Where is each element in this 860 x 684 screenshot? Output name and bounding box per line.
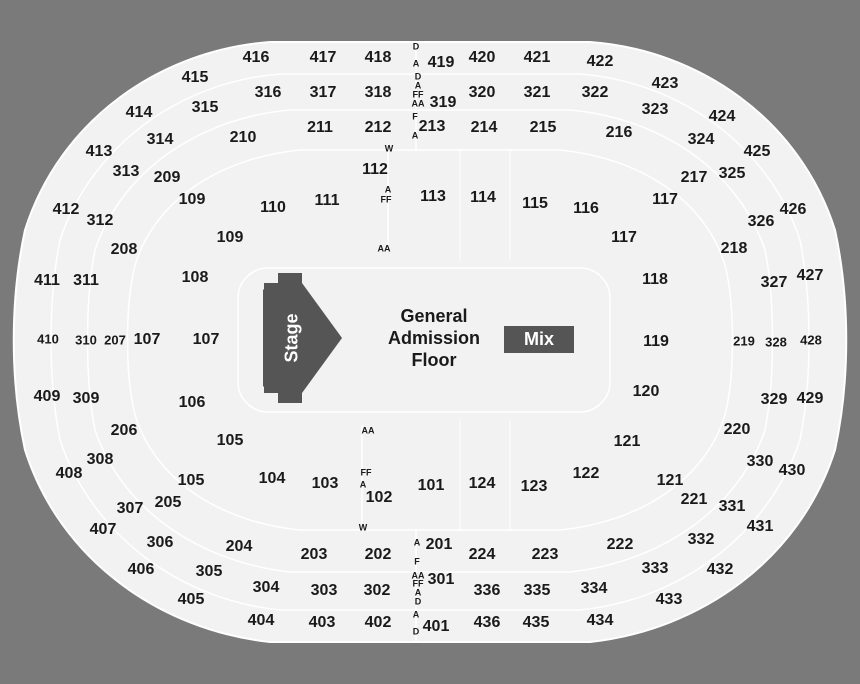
section-label[interactable]: 115: [522, 195, 548, 212]
row-label: A: [412, 609, 420, 620]
section-label[interactable]: 424: [708, 108, 736, 125]
section-label[interactable]: 116: [573, 200, 599, 217]
floor-label-line: General: [400, 306, 468, 326]
section-label[interactable]: 407: [89, 521, 117, 538]
row-label: A: [413, 537, 421, 548]
section-label[interactable]: 436: [473, 614, 501, 631]
section-label[interactable]: 313: [112, 163, 140, 180]
section-label[interactable]: 217: [680, 169, 708, 186]
section-label[interactable]: 304: [252, 579, 280, 596]
section-label[interactable]: 432: [706, 561, 734, 578]
section-label[interactable]: 113: [420, 188, 446, 205]
section-label[interactable]: 205: [154, 494, 182, 511]
section-label[interactable]: 421: [523, 49, 551, 66]
section-label[interactable]: 431: [746, 518, 774, 535]
section-label[interactable]: 330: [746, 453, 774, 470]
section-label[interactable]: 434: [586, 612, 614, 629]
row-label: A: [411, 130, 419, 141]
section-label[interactable]: 320: [468, 84, 496, 101]
section-label[interactable]: 220: [723, 421, 751, 438]
section-label[interactable]: 412: [52, 201, 80, 218]
section-label[interactable]: 327: [760, 274, 788, 291]
section-label[interactable]: 307: [116, 500, 144, 517]
section-label[interactable]: 219: [733, 333, 755, 349]
section-label[interactable]: 334: [580, 580, 608, 597]
section-label[interactable]: 123: [520, 478, 548, 495]
section-label[interactable]: 317: [309, 84, 337, 101]
row-label: A: [384, 184, 392, 195]
section-label[interactable]: 309: [72, 390, 100, 407]
row-label: F: [414, 556, 420, 567]
section-label[interactable]: 336: [473, 582, 501, 599]
section-label[interactable]: 117: [611, 229, 637, 246]
section-label[interactable]: 435: [522, 614, 550, 631]
section-label[interactable]: 301: [427, 571, 455, 588]
row-label: A: [414, 80, 422, 91]
section-label[interactable]: 325: [718, 165, 746, 182]
row-label: FF: [380, 194, 392, 205]
section-label[interactable]: 204: [225, 538, 253, 555]
section-label[interactable]: 121: [613, 433, 641, 450]
section-label[interactable]: 310: [75, 332, 97, 348]
section-label[interactable]: 335: [523, 582, 551, 599]
section-label[interactable]: 409: [33, 388, 61, 405]
section-label[interactable]: 223: [531, 546, 559, 563]
section-label[interactable]: 401: [422, 618, 450, 635]
section-label[interactable]: 103: [311, 475, 339, 492]
stage-label: Stage: [281, 313, 302, 363]
section-label[interactable]: 425: [743, 143, 771, 160]
row-label: D: [412, 41, 420, 52]
section-label[interactable]: 212: [364, 119, 392, 136]
section-label[interactable]: 418: [364, 49, 392, 66]
floor-label-line: Floor: [411, 350, 457, 370]
section-label[interactable]: 224: [468, 546, 496, 563]
row-label: W: [358, 522, 368, 533]
row-label: FF: [412, 578, 424, 589]
floor-label-line: Admission: [387, 328, 481, 348]
section-label[interactable]: 105: [216, 432, 244, 449]
section-label[interactable]: 404: [247, 612, 275, 629]
section-label[interactable]: 319: [429, 94, 457, 111]
section-label[interactable]: 423: [651, 75, 679, 92]
section-label[interactable]: 417: [309, 49, 337, 66]
section-label[interactable]: 415: [181, 69, 209, 86]
section-label[interactable]: 107: [133, 331, 161, 348]
section-label[interactable]: 210: [229, 129, 257, 146]
section-label[interactable]: 114: [470, 189, 496, 206]
section-label[interactable]: 429: [796, 390, 824, 407]
section-label[interactable]: 122: [572, 465, 600, 482]
section-label[interactable]: 214: [470, 119, 498, 136]
section-label[interactable]: 430: [778, 462, 806, 479]
section-label[interactable]: 303: [310, 582, 338, 599]
floor-label: [388, 305, 480, 371]
section-label[interactable]: 323: [641, 101, 669, 118]
row-label: FF: [412, 89, 424, 100]
row-label: A: [414, 587, 422, 598]
section-label[interactable]: 107: [192, 331, 220, 348]
section-label[interactable]: 117: [652, 191, 678, 208]
section-label[interactable]: 428: [800, 332, 822, 348]
section-label[interactable]: 316: [254, 84, 282, 101]
section-label[interactable]: 414: [125, 104, 153, 121]
row-label: AA: [411, 570, 425, 581]
section-label[interactable]: 222: [606, 536, 634, 553]
section-label[interactable]: 208: [110, 241, 138, 258]
section-label[interactable]: 314: [146, 131, 174, 148]
section-label[interactable]: 321: [523, 84, 551, 101]
section-label[interactable]: 106: [178, 394, 206, 411]
section-label[interactable]: 433: [655, 591, 683, 608]
section-label[interactable]: 213: [418, 118, 446, 135]
section-label[interactable]: 326: [747, 213, 775, 230]
section-label[interactable]: 211: [307, 119, 333, 136]
section-label[interactable]: 416: [242, 49, 270, 66]
row-label: AA: [377, 243, 391, 254]
section-label[interactable]: 119: [643, 333, 669, 350]
section-label[interactable]: 121: [656, 472, 684, 489]
row-label: D: [412, 626, 420, 637]
section-label[interactable]: 318: [364, 84, 392, 101]
section-label[interactable]: 221: [680, 491, 708, 508]
section-label[interactable]: 120: [632, 383, 660, 400]
section-label[interactable]: 329: [760, 391, 788, 408]
section-label[interactable]: 124: [468, 475, 496, 492]
section-label[interactable]: 403: [308, 614, 336, 631]
section-label[interactable]: 109: [216, 229, 244, 246]
section-label[interactable]: 332: [687, 531, 715, 548]
section-label[interactable]: 118: [642, 271, 668, 288]
section-label[interactable]: 202: [364, 546, 392, 563]
section-label[interactable]: 218: [720, 240, 748, 257]
section-label[interactable]: 201: [425, 536, 453, 553]
row-label: AA: [361, 425, 375, 436]
section-label[interactable]: 306: [146, 534, 174, 551]
section-label[interactable]: 101: [417, 477, 445, 494]
section-label[interactable]: 108: [181, 269, 209, 286]
section-label[interactable]: 410: [37, 331, 59, 347]
section-label[interactable]: 105: [177, 472, 205, 489]
section-label[interactable]: 207: [104, 332, 126, 348]
section-label[interactable]: 411: [34, 272, 60, 289]
section-label[interactable]: 331: [718, 498, 746, 515]
section-label[interactable]: 322: [581, 84, 609, 101]
section-label[interactable]: 305: [195, 563, 223, 580]
row-label: D: [414, 596, 422, 607]
row-label: F: [412, 111, 418, 122]
section-label[interactable]: 302: [363, 582, 391, 599]
row-label: AA: [411, 98, 425, 109]
section-label[interactable]: 311: [73, 272, 99, 289]
section-label[interactable]: 102: [365, 489, 393, 506]
section-label[interactable]: 333: [641, 560, 669, 577]
section-label[interactable]: 426: [779, 201, 807, 218]
section-label[interactable]: 109: [178, 191, 206, 208]
section-label[interactable]: 413: [85, 143, 113, 160]
section-label[interactable]: 328: [765, 334, 787, 350]
section-label[interactable]: 406: [127, 561, 155, 578]
section-label[interactable]: 112: [362, 161, 388, 178]
section-label[interactable]: 420: [468, 49, 496, 66]
mix-position: Mix: [504, 326, 574, 353]
row-label: FF: [360, 467, 372, 478]
section-label[interactable]: 402: [364, 614, 392, 631]
section-label[interactable]: 203: [300, 546, 328, 563]
section-label[interactable]: 422: [586, 53, 614, 70]
section-label[interactable]: 308: [86, 451, 114, 468]
section-label[interactable]: 419: [427, 54, 455, 71]
section-label[interactable]: 209: [153, 169, 181, 186]
section-label[interactable]: 315: [191, 99, 219, 116]
section-label[interactable]: 206: [110, 422, 138, 439]
section-label[interactable]: 104: [258, 470, 286, 487]
section-label[interactable]: 324: [687, 131, 715, 148]
section-label[interactable]: 110: [260, 199, 286, 216]
row-label: W: [384, 143, 394, 154]
section-label[interactable]: 216: [605, 124, 633, 141]
section-label[interactable]: 111: [314, 192, 340, 209]
section-label[interactable]: 405: [177, 591, 205, 608]
row-label: D: [414, 71, 422, 82]
section-label[interactable]: 312: [86, 212, 114, 229]
section-label[interactable]: 408: [55, 465, 83, 482]
section-label[interactable]: 427: [796, 267, 824, 284]
row-label: A: [412, 58, 420, 69]
row-label: A: [359, 479, 367, 490]
section-label[interactable]: 215: [529, 119, 557, 136]
